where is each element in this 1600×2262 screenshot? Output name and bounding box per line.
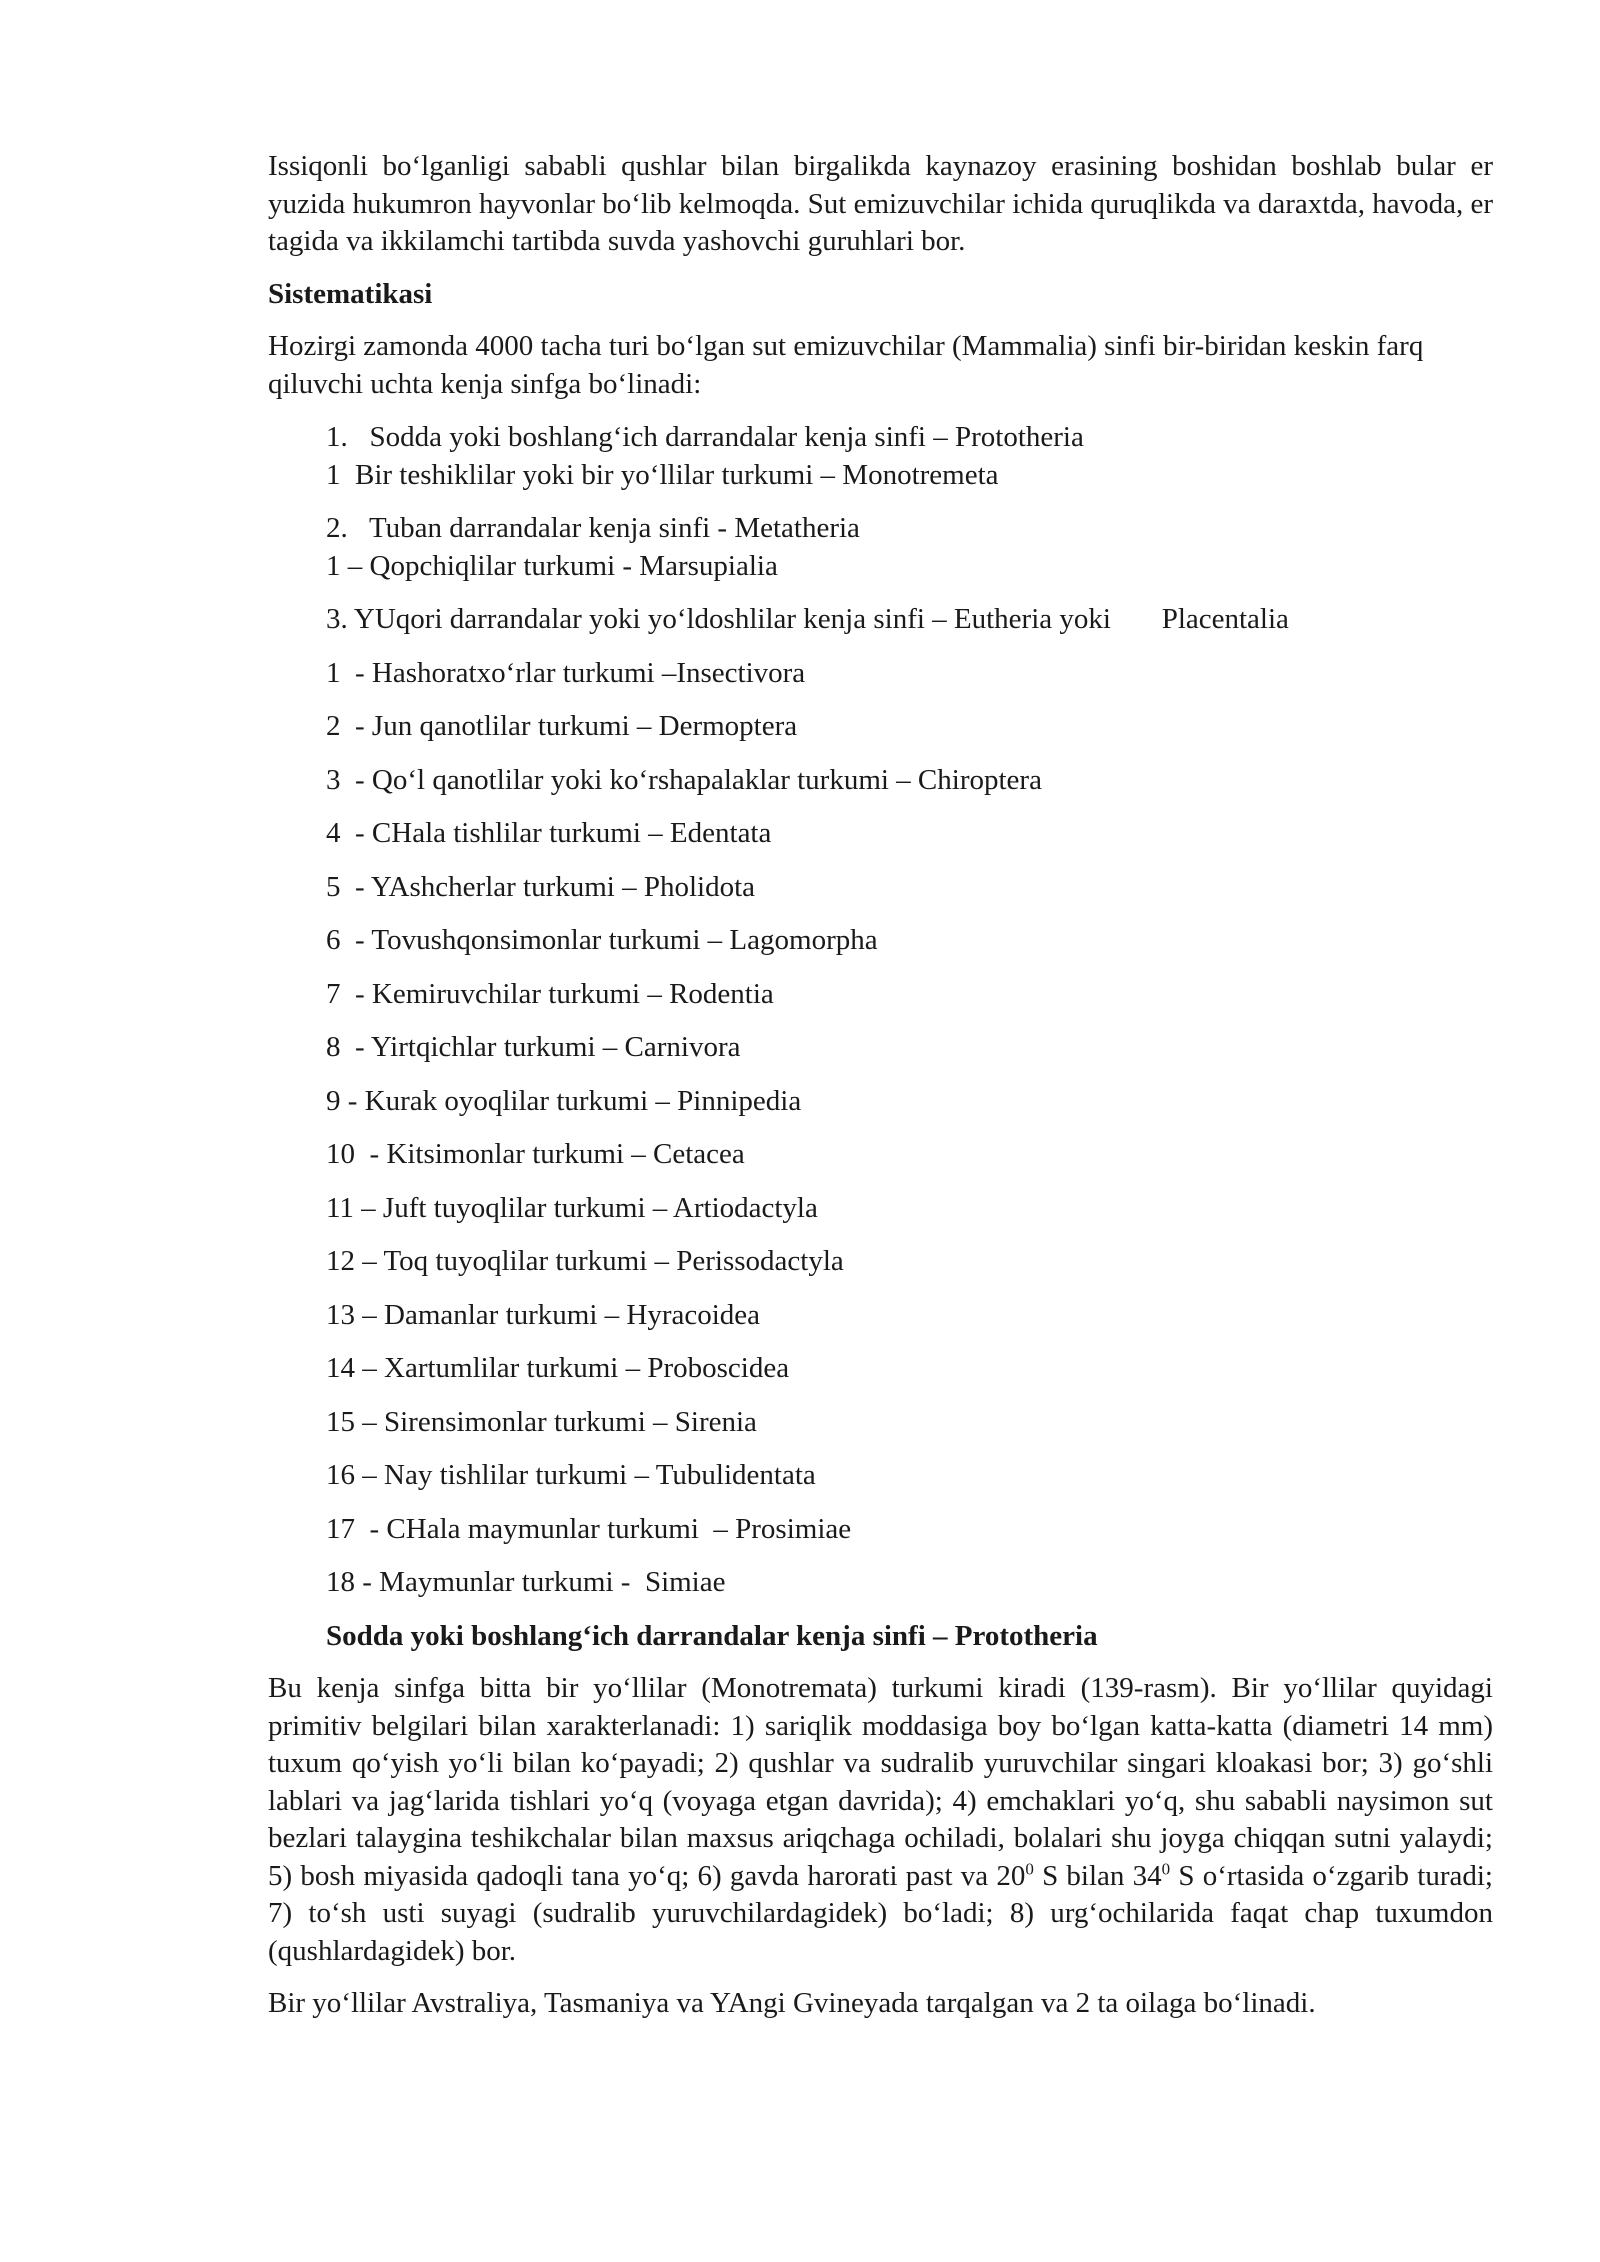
order-item: 11 – Juft tuyoqlilar turkumi – Artiodactyla <box>326 1191 818 1224</box>
intro-paragraph: Issiqonli bo‘lganligi sababli qushlar bilan birgalikda kaynazoy erasining boshidan boshlab bular er yuzida hukumron hayvonlar bo‘lib kelmoqda. Sut emizuvchilar ichida quruqlikda va daraxtda, havoda, er tagida va ikkilamchi tartibda suvda yashovchi guruhlari bor. <box>268 150 1493 257</box>
subclass-1-title: 1. Sodda yoki boshlang‘ich darrandalar kenja sinfi – Prototheria <box>326 421 1084 453</box>
classification-list <box>268 419 1493 1602</box>
order-item: 16 – Nay tishlilar turkumi – Tubulidentata <box>326 1459 816 1491</box>
order-item: 3 - Qo‘l qanotlilar yoki ko‘rshapalaklar turkumi – Chiroptera <box>326 763 1042 796</box>
order-item: 10 - Kitsimonlar turkumi – Cetacea <box>326 1138 745 1170</box>
degree-superscript-1: 0 <box>1025 1858 1034 1878</box>
order-item: 13 – Damanlar turkumi – Hyracoidea <box>326 1298 761 1331</box>
document-page <box>268 148 1493 2023</box>
order-item: 9 - Kurak oyoqlilar turkumi – Pinnipedia <box>326 1084 802 1117</box>
subclass-1-order: 1 Bir teshiklilar yoki bir yo‘llilar turkumi – Monotremeta <box>326 458 999 491</box>
subclass-2-order: 1 – Qopchiqlilar turkumi - Marsupialia <box>326 549 778 582</box>
order-item: 4 - CHala tishlilar turkumi – Edentata <box>326 817 772 849</box>
distribution-paragraph: Bir yo‘llilar Avstraliya, Tasmaniya va YAngi Gvineyada tarqalgan va 2 ta oilaga bo‘linadi. <box>268 1987 1316 2019</box>
prototheria-text-part-2: S bilan 34 <box>1033 1859 1162 1892</box>
order-item: 15 – Sirensimonlar turkumi – Sirenia <box>326 1405 757 1438</box>
degree-superscript-2: 0 <box>1161 1858 1171 1878</box>
overview-paragraph: Hozirgi zamonda 4000 tacha turi bo‘lgan sut emizuvchilar (Mammalia) sinfi bir-biridan keskin farq qiluvchi uchta kenja sinfga bo‘linadi: <box>268 330 1424 400</box>
order-item: 2 - Jun qanotlilar turkumi – Dermoptera <box>326 710 798 742</box>
order-item: 14 – Xartumlilar turkumi – Proboscidea <box>326 1352 790 1384</box>
section-heading-sistematikasi: Sistematikasi <box>268 277 433 310</box>
order-item: 6 - Tovushqonsimonlar turkumi – Lagomorpha <box>326 924 878 956</box>
order-item: 8 - Yirtqichlar turkumi – Carnivora <box>326 1031 741 1063</box>
order-item: 5 - YAshcherlar turkumi – Pholidota <box>326 870 756 903</box>
prototheria-heading: Sodda yoki boshlang‘ich darrandalar kenja sinfi – Prototheria <box>326 1619 1098 1652</box>
prototheria-text-part-1: Bu kenja sinfga bitta bir yo‘llilar (Monotremata) turkumi kiradi (139-rasm). Bir yo‘llilar quyidagi primitiv belgilari bilan xarakterlanadi: 1) sariqlik moddasiga boy bo‘lgan katta-katta (diametri 14 mm) tuxum qo‘yish yo‘li bilan ko‘payadi; 2) qushlar va sudralib yuruvchilar singari kloakasi bor; 3) go‘shli lablari va jag‘larida tishlari yo‘q (voyaga etgan davrida); 4) emchaklari yo‘q, shu sababli naysimon sut bezlari talaygina teshikchalar bilan maxsus ariqchaga ochiladi, bolalari shu joyga chiqqan sutni yalaydi; 5) bosh miyasida qadoqli tana yo‘q; 6) gavda harorati past va 20 <box>268 1672 1493 1892</box>
order-item: 18 - Maymunlar turkumi - Simiae <box>326 1566 726 1598</box>
prototheria-paragraph <box>268 1670 1493 1970</box>
subclass-2-title: 2. Tuban darrandalar kenja sinfi - Metatheria <box>326 512 860 544</box>
order-item: 17 - CHala maymunlar turkumi – Prosimiae <box>326 1512 852 1545</box>
order-item: 7 - Kemiruvchilar turkumi – Rodentia <box>326 977 774 1010</box>
prototheria-text-part-3: S o‘rtasida o‘zgarib turadi; 7) to‘sh usti suyagi (sudralib yuruvchilardagidek) bo‘ladi; 8) urg‘ochilarida faqat chap tuxumdon (qushlardagidek) bor. <box>268 1859 1493 1967</box>
order-item: 1 - Hashoratxo‘rlar turkumi –Insectivora <box>326 656 806 689</box>
subclass-3-title: 3. YUqori darrandalar yoki yo‘ldoshlilar kenja sinfi – Eutheria yoki Placentalia <box>326 603 1289 635</box>
order-item: 12 – Toq tuyoqlilar turkumi – Perissodactyla <box>326 1245 844 1277</box>
